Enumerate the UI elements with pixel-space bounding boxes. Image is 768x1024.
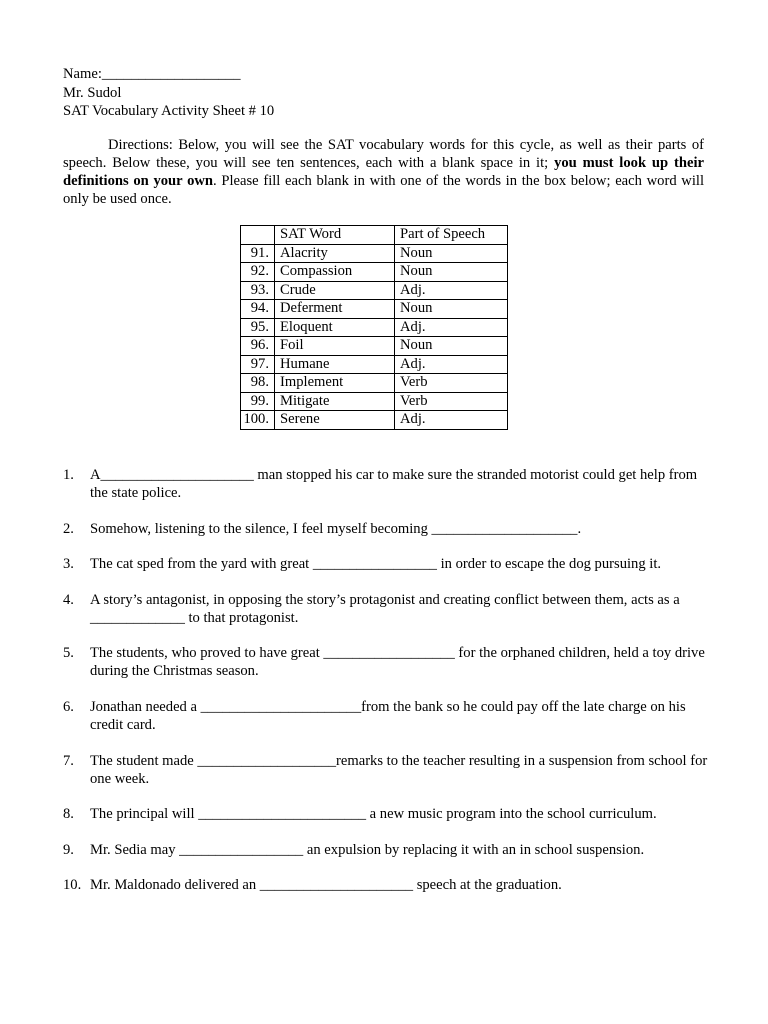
sat-word: Foil [275,337,395,356]
sat-word: Crude [275,281,395,300]
question-text: Mr. Sedia may _________________ an expulsion by replacing it with an in school suspension. [90,841,645,858]
header-block [63,65,274,121]
question-text: The students, who proved to have great __________________ for the orphaned children, held a toy drive during the Christmas season. [90,645,705,680]
directions-paragraph [63,136,704,208]
part-of-speech: Noun [395,244,508,263]
question-text: Mr. Maldonado delivered an _____________________ speech at the graduation. [90,877,562,894]
question-number: 8. [63,806,74,823]
part-of-speech: Adj. [395,411,508,430]
header-number [241,226,275,245]
question-number: 7. [63,752,74,769]
part-of-speech: Adj. [395,318,508,337]
table-row [241,355,508,374]
part-of-speech: Verb [395,392,508,411]
teacher-name: Mr. Sudol [63,84,122,101]
word-number: 92. [241,263,275,282]
part-of-speech: Noun [395,263,508,282]
word-number: 93. [241,281,275,300]
question-text: A_____________________ man stopped his car to make sure the stranded motorist could get help from the state police. [90,467,698,501]
question-text: The cat sped from the yard with great _________________ in order to escape the dog pursuing it. [90,556,662,573]
word-number: 94. [241,300,275,319]
name-line: Name:___________________ [63,66,241,82]
part-of-speech: Noun [395,337,508,356]
word-number: 99. [241,392,275,411]
question-number: 9. [63,841,74,858]
table-header-row [241,226,508,245]
table-row [241,318,508,337]
table-row [241,300,508,319]
sat-word: Eloquent [275,318,395,337]
header-part-of-speech: Part of Speech [395,226,508,245]
question-item [63,841,708,859]
question-number: 10. [63,877,82,894]
sat-word: Alacrity [275,244,395,263]
sheet-title: SAT Vocabulary Activity Sheet # 10 [63,103,275,119]
header-sat-word: SAT Word [275,226,395,245]
question-number: 4. [63,591,74,608]
word-number: 95. [241,318,275,337]
table-row [241,281,508,300]
question-item [63,876,708,894]
question-text: A story’s antagonist, in opposing the story’s protagonist and creating conflict between them, acts as a _____________ to that protagonist. [90,591,680,626]
table-row [241,392,508,411]
part-of-speech: Adj. [395,281,508,300]
question-item [63,644,708,680]
word-number: 98. [241,374,275,393]
part-of-speech: Noun [395,300,508,319]
question-number: 2. [63,520,74,537]
table-row [241,374,508,393]
question-list [63,466,708,894]
question-number: 3. [63,556,74,573]
sat-word: Serene [275,411,395,430]
part-of-speech: Adj. [395,355,508,374]
part-of-speech: Verb [395,374,508,393]
word-number: 97. [241,355,275,374]
directions-text-end: . Please fill each blank in with one of the words in the box below; each word will only be used once. [63,173,704,207]
directions-emphasis: you must look up their definitions on your own [63,155,704,189]
sat-word: Implement [275,374,395,393]
sat-word: Humane [275,355,395,374]
sat-word: Deferment [275,300,395,319]
table-row [241,263,508,282]
question-text: Somehow, listening to the silence, I feel myself becoming ____________________. [90,520,582,537]
question-text: The student made ___________________remarks to the teacher resulting in a suspension from school for one week. [90,752,708,787]
question-number: 6. [63,698,74,715]
vocabulary-table [240,225,508,430]
sat-word: Compassion [275,263,395,282]
question-item [63,805,708,823]
question-item [63,591,708,627]
question-text: The principal will _______________________ a new music program into the school curriculum. [90,806,657,823]
table-row [241,244,508,263]
table-row [241,411,508,430]
table-row [241,337,508,356]
question-number: 5. [63,645,74,662]
word-number: 96. [241,337,275,356]
question-item [63,520,708,538]
question-item [63,555,708,573]
sat-word: Mitigate [275,392,395,411]
question-item [63,698,708,734]
question-text: Jonathan needed a ______________________from the bank so he could pay off the late charge on his credit card. [90,698,686,733]
question-item [63,466,708,502]
question-number: 1. [63,467,74,483]
word-number: 100. [241,411,275,430]
word-number: 91. [241,244,275,263]
directions-text: Directions: Below, you will see the SAT vocabulary words for this cycle, as well as their parts of speech. Below these, you will see ten sentences, each with a blank space in it; [63,137,704,171]
question-item [63,752,708,788]
